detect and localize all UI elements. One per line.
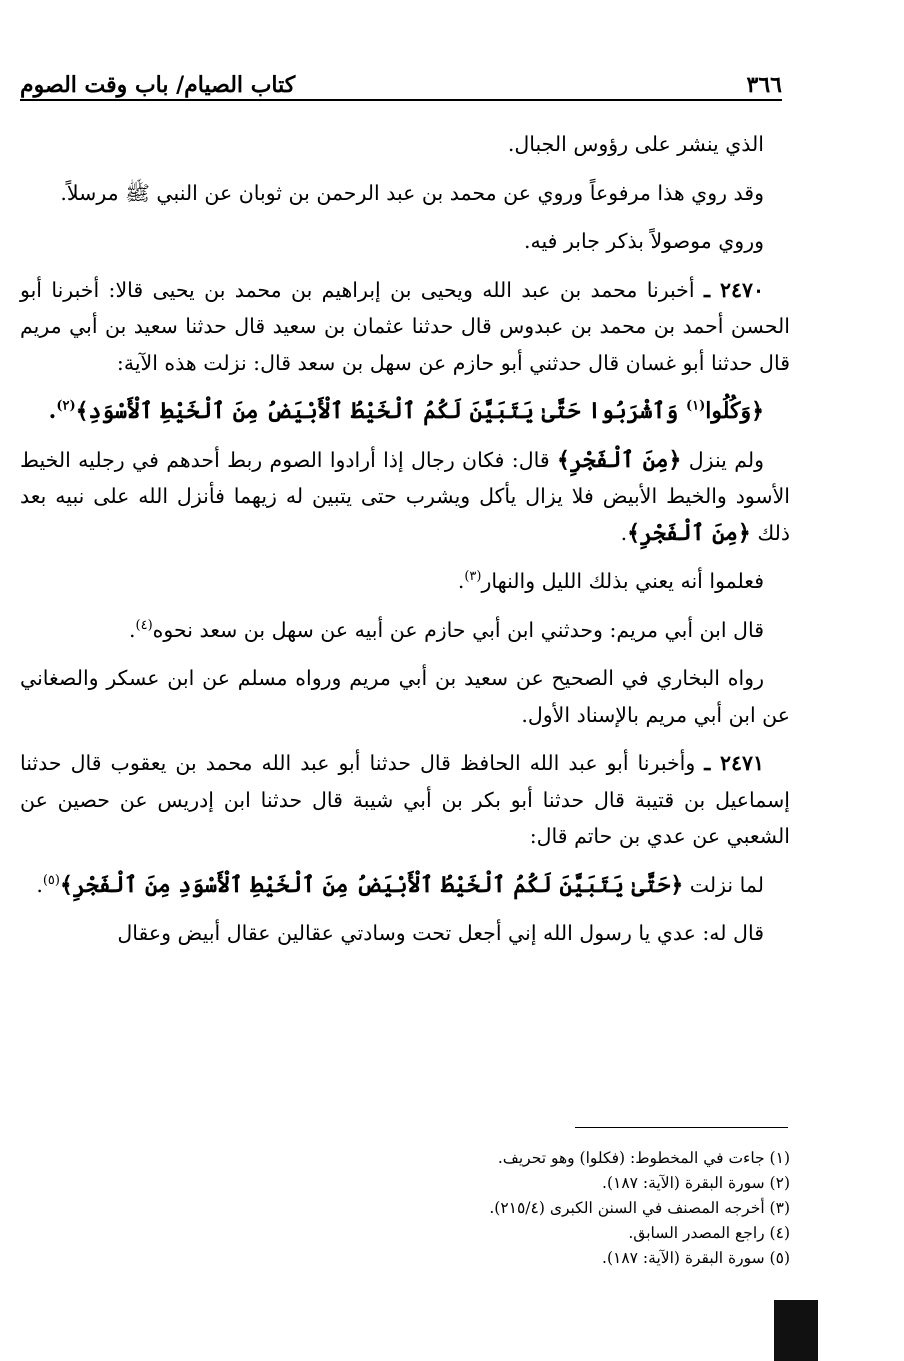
paragraph-text: قال له: عدي يا رسول الله إني أجعل تحت وسادتي عقالين عقال أبيض وعقال <box>117 921 764 945</box>
hadith-2470 <box>20 272 790 382</box>
quran-quote: ﴿حَتَّىٰ يَتَبَيَّنَ لَكُمُ ٱلْخَيْطُ ٱلْأَبْيَضُ مِنَ ٱلْخَيْطِ ٱلْأَسْوَدِ مِنَ ٱلْفَجْرِ﴾ <box>59 871 684 898</box>
punctuation: . <box>36 872 43 897</box>
footnotes <box>380 1146 790 1271</box>
paragraph-text: فعلموا أنه يعني بذلك الليل والنهار <box>481 569 764 593</box>
paragraph-text: قال: فكان رجال إذا أرادوا الصوم ربط أحدهم في رجليه الخيط الأسود والخيط الأبيض فلا يزال يأكل ويشرب حتى يتبين له زيهما فأنزل الله على نبيه بعد ذلك <box>20 447 790 545</box>
hadith-number: ٢٤٧٠ ـ <box>703 277 764 302</box>
page-header <box>20 64 782 98</box>
paragraph <box>20 660 790 733</box>
paragraph-text: وقد روي هذا مرفوعاً وروي عن محمد بن عبد الرحمن بن ثوبان عن النبي ﷺ مرسلاً. <box>60 180 764 205</box>
hadith-2471 <box>20 745 790 855</box>
punctuation: . <box>128 617 136 642</box>
paragraph <box>20 175 790 212</box>
scan-edge-mark <box>774 1300 818 1361</box>
footnote: (٤) راجع المصدر السابق. <box>628 1224 790 1242</box>
paragraph-text: لما نزلت <box>683 872 764 897</box>
paragraph <box>20 915 790 952</box>
footnote-marker: (٤) <box>135 617 153 633</box>
footnote: (٢) سورة البقرة (الآية: ١٨٧). <box>602 1174 790 1192</box>
quran-quote: ﴿مِنَ ٱلْفَجْرِ﴾ <box>556 446 682 473</box>
punctuation: . <box>457 569 465 593</box>
paragraph-text: قال ابن أبي مريم: وحدثني ابن أبي حازم عن أبيه عن سهل بن سعد نحوه <box>152 617 764 642</box>
footnote-marker: (٣) <box>464 569 482 585</box>
punctuation: . <box>48 398 57 424</box>
verse-text: وَٱشْرَبُوا حَتَّىٰ يَتَبَيَّنَ لَكُمُ ٱلْخَيْطُ ٱلْأَبْيَضُ مِنَ ٱلْخَيْطِ ٱلْأَسْوَدِ﴾ <box>75 398 686 424</box>
paragraph-text: وروي موصولاً بذكر جابر فيه. <box>523 229 764 253</box>
footnote: (٥) سورة البقرة (الآية: ١٨٧). <box>602 1249 790 1267</box>
paragraph <box>20 867 790 904</box>
paragraph <box>20 126 790 163</box>
paragraph-text: الذي ينشر على رؤوس الجبال. <box>507 132 764 156</box>
paragraph <box>20 442 790 552</box>
footnote: (١) جاءت في المخطوط: (فكلوا) وهو تحريف. <box>497 1149 790 1167</box>
hadith-text: وأخبرنا أبو عبد الله الحافظ قال حدثنا أبو عبد الله محمد بن يعقوب قال حدثنا إسماعيل بن قتيبة قال حدثنا أبو بكر بن أبي شيبة قال حدثنا ابن إدريس عن حصين عن الشعبي عن عدي بن حاتم قال: <box>20 751 790 848</box>
paragraph <box>20 563 790 600</box>
hadith-number: ٢٤٧١ ـ <box>704 751 764 775</box>
paragraph <box>20 223 790 260</box>
punctuation: . <box>620 520 628 545</box>
quran-verse <box>20 393 790 430</box>
verse-text: ﴿وَكُلُوا <box>705 398 764 424</box>
paragraph-text: رواه البخاري في الصحيح عن سعيد بن أبي مريم ورواه مسلم عن ابن عسكر والصغاني عن ابن أبي مريم بالإسناد الأول. <box>20 666 790 727</box>
header-divider <box>20 99 782 101</box>
quran-quote: ﴿مِنَ ٱلْفَجْرِ﴾ <box>627 519 751 546</box>
hadith-text: أخبرنا محمد بن عبد الله ويحيى بن إبراهيم بن محمد بن يحيى قالا: أخبرنا أبو الحسن أحمد بن محمد بن عبدوس قال حدثنا عثمان بن سعيد قال حدثنا سعيد بن أبي مريم قال حدثنا أبو غسان قال حدثني أبو حازم عن سهل بن سعد قال: نزلت هذه الآية: <box>20 277 790 375</box>
footnote: (٣) أخرجه المصنف في السنن الكبرى (٢١٥/٤). <box>489 1199 790 1217</box>
paragraph <box>20 612 790 649</box>
footnote-divider <box>575 1127 788 1128</box>
chapter-title: كتاب الصيام/ باب وقت الصوم <box>20 72 296 98</box>
footnote-marker: (٢) <box>56 398 76 414</box>
page-number: ٣٦٦ <box>746 72 782 98</box>
footnote-marker: (٥) <box>42 872 60 888</box>
footnote-marker: (١) <box>685 398 706 414</box>
main-text <box>20 126 790 964</box>
paragraph-text: ولم ينزل <box>681 447 764 472</box>
